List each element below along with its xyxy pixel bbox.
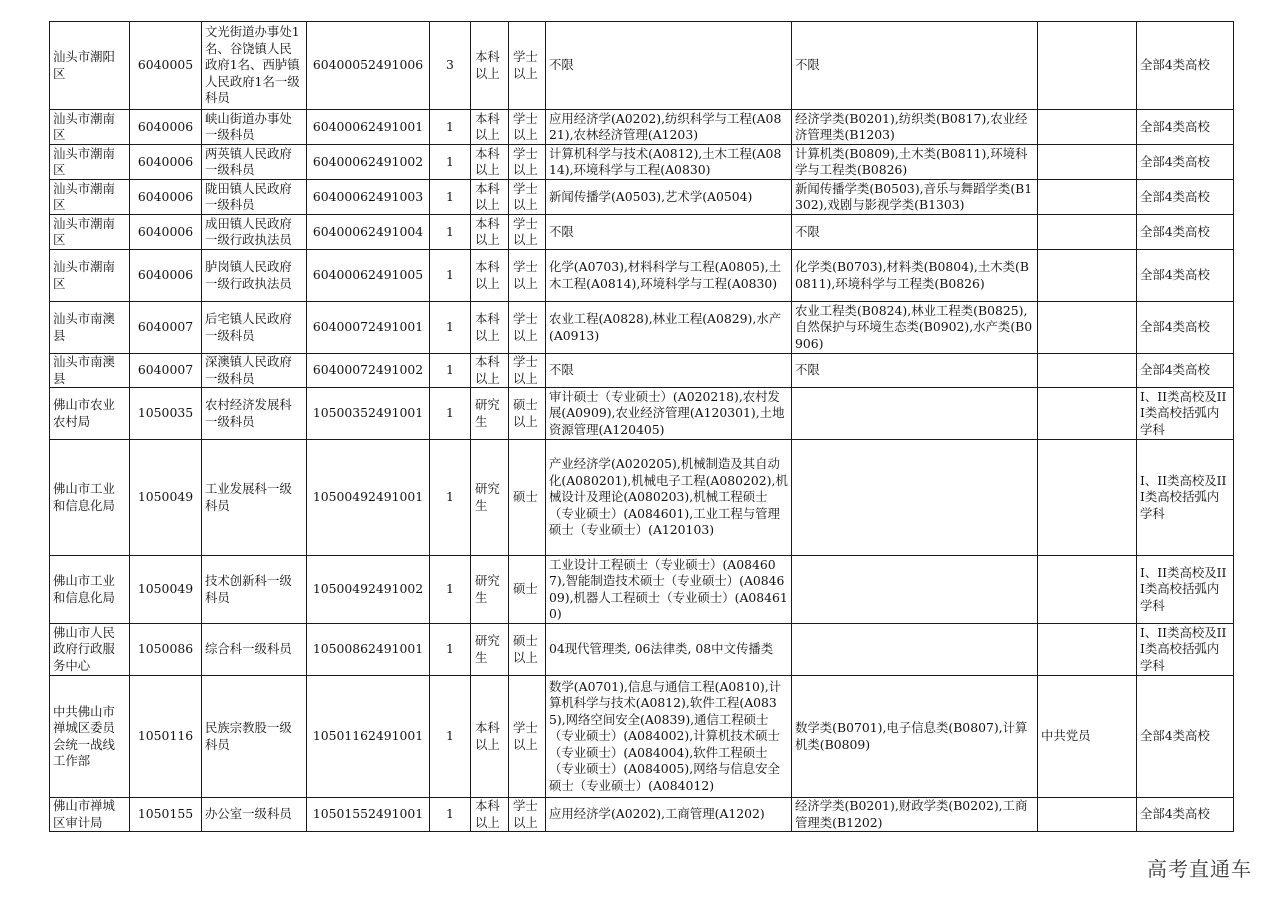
count-cell: 1 — [430, 302, 471, 354]
position-cell: 成田镇人民政府一级行政执法员 — [202, 215, 307, 250]
table-row — [50, 22, 1234, 110]
table-row — [50, 556, 1234, 624]
code-cell: 1050035 — [130, 388, 202, 440]
other-requirement-cell — [1038, 250, 1137, 302]
undergrad-major-cell: 应用经济学(A0202),工商管理(A1202) — [546, 798, 792, 832]
table-row — [50, 145, 1234, 180]
area-cell: 汕头市潮南区 — [50, 180, 130, 215]
education-cell: 本科以上 — [471, 215, 509, 250]
code-cell: 1050086 — [130, 624, 202, 676]
area-cell: 佛山市工业和信息化局 — [50, 440, 130, 556]
count-cell: 1 — [430, 388, 471, 440]
school-category-cell: 全部4类高校 — [1137, 22, 1234, 110]
school-category-cell: I、II类高校及III类高校括弧内学科 — [1137, 440, 1234, 556]
count-cell: 1 — [430, 624, 471, 676]
count-cell: 1 — [430, 354, 471, 388]
other-requirement-cell — [1038, 388, 1137, 440]
education-cell: 研究生 — [471, 440, 509, 556]
area-cell: 汕头市潮阳区 — [50, 22, 130, 110]
education-cell: 本科以上 — [471, 798, 509, 832]
code-cell: 6040006 — [130, 215, 202, 250]
undergrad-major-cell: 农业工程(A0828),林业工程(A0829),水产(A0913) — [546, 302, 792, 354]
school-category-cell: 全部4类高校 — [1137, 145, 1234, 180]
position-cell: 两英镇人民政府一级科员 — [202, 145, 307, 180]
position-code-cell: 60400072491001 — [307, 302, 430, 354]
count-cell: 1 — [430, 440, 471, 556]
grad-major-cell: 农业工程类(B0824),林业工程类(B0825),自然保护与环境生态类(B0902),水产类(B0906) — [792, 302, 1038, 354]
area-cell: 佛山市农业农村局 — [50, 388, 130, 440]
undergrad-major-cell: 化学(A0703),材料科学与工程(A0805),土木工程(A0814),环境科学与工程(A0830) — [546, 250, 792, 302]
undergrad-major-cell: 审计硕士（专业硕士）(A020218),农村发展(A0909),农业经济管理(A120301),土地资源管理(A120405) — [546, 388, 792, 440]
position-code-cell: 10501162491001 — [307, 676, 430, 798]
education-cell: 研究生 — [471, 388, 509, 440]
code-cell: 1050049 — [130, 556, 202, 624]
school-category-cell: 全部4类高校 — [1137, 215, 1234, 250]
position-cell: 胪岗镇人民政府一级行政执法员 — [202, 250, 307, 302]
degree-cell: 硕士 — [509, 440, 546, 556]
education-cell: 研究生 — [471, 624, 509, 676]
table-row — [50, 302, 1234, 354]
code-cell: 6040005 — [130, 22, 202, 110]
table-row — [50, 624, 1234, 676]
grad-major-cell: 不限 — [792, 354, 1038, 388]
table-row — [50, 388, 1234, 440]
table-body — [50, 22, 1234, 832]
education-cell: 本科以上 — [471, 676, 509, 798]
table-row — [50, 676, 1234, 798]
other-requirement-cell — [1038, 302, 1137, 354]
position-cell: 技术创新科一级科员 — [202, 556, 307, 624]
undergrad-major-cell: 04现代管理类, 06法律类, 08中文传播类 — [546, 624, 792, 676]
position-code-cell: 60400052491006 — [307, 22, 430, 110]
position-code-cell: 60400062491004 — [307, 215, 430, 250]
school-category-cell: I、II类高校及III类高校括弧内学科 — [1137, 556, 1234, 624]
other-requirement-cell: 中共党员 — [1038, 676, 1137, 798]
undergrad-major-cell: 不限 — [546, 215, 792, 250]
code-cell: 6040006 — [130, 145, 202, 180]
undergrad-major-cell: 工业设计工程硕士（专业硕士）(A084607),智能制造技术硕士（专业硕士）(A084609),机器人工程硕士（专业硕士）(A084610) — [546, 556, 792, 624]
position-cell: 工业发展科一级科员 — [202, 440, 307, 556]
undergrad-major-cell: 应用经济学(A0202),纺织科学与工程(A0821),农林经济管理(A1203) — [546, 110, 792, 145]
school-category-cell: 全部4类高校 — [1137, 250, 1234, 302]
positions-table — [49, 21, 1234, 832]
education-cell: 本科以上 — [471, 354, 509, 388]
area-cell: 佛山市人民政府行政服务中心 — [50, 624, 130, 676]
count-cell: 1 — [430, 250, 471, 302]
education-cell: 本科以上 — [471, 302, 509, 354]
other-requirement-cell — [1038, 624, 1137, 676]
undergrad-major-cell: 不限 — [546, 22, 792, 110]
grad-major-cell — [792, 440, 1038, 556]
school-category-cell: 全部4类高校 — [1137, 798, 1234, 832]
area-cell: 佛山市禅城区审计局 — [50, 798, 130, 832]
school-category-cell: I、II类高校及III类高校括弧内学科 — [1137, 624, 1234, 676]
education-cell: 本科以上 — [471, 180, 509, 215]
position-code-cell: 60400062491005 — [307, 250, 430, 302]
other-requirement-cell — [1038, 354, 1137, 388]
grad-major-cell: 经济学类(B0201),纺织类(B0817),农业经济管理类(B1203) — [792, 110, 1038, 145]
position-code-cell: 10500492491001 — [307, 440, 430, 556]
table-row — [50, 798, 1234, 832]
degree-cell: 学士以上 — [509, 250, 546, 302]
other-requirement-cell — [1038, 22, 1137, 110]
other-requirement-cell — [1038, 110, 1137, 145]
position-code-cell: 10500352491001 — [307, 388, 430, 440]
school-category-cell: 全部4类高校 — [1137, 180, 1234, 215]
table-row — [50, 440, 1234, 556]
degree-cell: 硕士以上 — [509, 624, 546, 676]
degree-cell: 学士以上 — [509, 798, 546, 832]
area-cell: 汕头市南澳县 — [50, 354, 130, 388]
education-cell: 本科以上 — [471, 110, 509, 145]
table-row — [50, 110, 1234, 145]
education-cell: 本科以上 — [471, 22, 509, 110]
code-cell: 6040006 — [130, 180, 202, 215]
table-row — [50, 215, 1234, 250]
school-category-cell: I、II类高校及III类高校括弧内学科 — [1137, 388, 1234, 440]
grad-major-cell: 化学类(B0703),材料类(B0804),土木类(B0811),环境科学与工程类(B0826) — [792, 250, 1038, 302]
degree-cell: 学士以上 — [509, 215, 546, 250]
degree-cell: 学士以上 — [509, 22, 546, 110]
grad-major-cell: 计算机类(B0809),土木类(B0811),环境科学与工程类(B0826) — [792, 145, 1038, 180]
other-requirement-cell — [1038, 215, 1137, 250]
other-requirement-cell — [1038, 145, 1137, 180]
code-cell: 6040006 — [130, 110, 202, 145]
count-cell: 1 — [430, 145, 471, 180]
code-cell: 1050049 — [130, 440, 202, 556]
grad-major-cell: 经济学类(B0201),财政学类(B0202),工商管理类(B1202) — [792, 798, 1038, 832]
education-cell: 本科以上 — [471, 145, 509, 180]
school-category-cell: 全部4类高校 — [1137, 110, 1234, 145]
area-cell: 汕头市潮南区 — [50, 145, 130, 180]
grad-major-cell: 不限 — [792, 22, 1038, 110]
count-cell: 1 — [430, 110, 471, 145]
grad-major-cell — [792, 556, 1038, 624]
position-code-cell: 10500862491001 — [307, 624, 430, 676]
grad-major-cell — [792, 388, 1038, 440]
count-cell: 1 — [430, 676, 471, 798]
grad-major-cell: 不限 — [792, 215, 1038, 250]
count-cell: 1 — [430, 798, 471, 832]
count-cell: 3 — [430, 22, 471, 110]
education-cell: 本科以上 — [471, 250, 509, 302]
count-cell: 1 — [430, 556, 471, 624]
other-requirement-cell — [1038, 180, 1137, 215]
code-cell: 1050116 — [130, 676, 202, 798]
education-cell: 研究生 — [471, 556, 509, 624]
degree-cell: 学士以上 — [509, 180, 546, 215]
position-code-cell: 10501552491001 — [307, 798, 430, 832]
degree-cell: 学士以上 — [509, 302, 546, 354]
other-requirement-cell — [1038, 798, 1137, 832]
degree-cell: 学士以上 — [509, 110, 546, 145]
area-cell: 汕头市潮南区 — [50, 250, 130, 302]
degree-cell: 学士以上 — [509, 676, 546, 798]
position-cell: 办公室一级科员 — [202, 798, 307, 832]
school-category-cell: 全部4类高校 — [1137, 676, 1234, 798]
grad-major-cell: 数学类(B0701),电子信息类(B0807),计算机类(B0809) — [792, 676, 1038, 798]
grad-major-cell: 新闻传播学类(B0503),音乐与舞蹈学类(B1302),戏剧与影视学类(B1303) — [792, 180, 1038, 215]
degree-cell: 学士以上 — [509, 145, 546, 180]
position-cell: 峡山街道办事处一级科员 — [202, 110, 307, 145]
degree-cell: 硕士以上 — [509, 388, 546, 440]
undergrad-major-cell: 产业经济学(A020205),机械制造及其自动化(A080201),机械电子工程(A080202),机械设计及理论(A080203),机械工程硕士（专业硕士）(A084601),工业工程与管理硕士（专业硕士）(A120103) — [546, 440, 792, 556]
position-cell: 民族宗教股一级科员 — [202, 676, 307, 798]
area-cell: 汕头市潮南区 — [50, 215, 130, 250]
other-requirement-cell — [1038, 556, 1137, 624]
code-cell: 6040006 — [130, 250, 202, 302]
table-row — [50, 180, 1234, 215]
position-cell: 深澳镇人民政府一级科员 — [202, 354, 307, 388]
code-cell: 6040007 — [130, 354, 202, 388]
school-category-cell: 全部4类高校 — [1137, 302, 1234, 354]
undergrad-major-cell: 数学(A0701),信息与通信工程(A0810),计算机科学与技术(A0812),软件工程(A0835),网络空间安全(A0839),通信工程硕士（专业硕士）(A084002),计算机技术硕士（专业硕士）(A084004),软件工程硕士（专业硕士）(A084005),网络与信息安全硕士（专业硕士）(A084012) — [546, 676, 792, 798]
position-cell: 后宅镇人民政府一级科员 — [202, 302, 307, 354]
table-row — [50, 354, 1234, 388]
undergrad-major-cell: 计算机科学与技术(A0812),土木工程(A0814),环境科学与工程(A0830) — [546, 145, 792, 180]
watermark: 高考直通车 — [1147, 857, 1252, 881]
position-code-cell: 60400072491002 — [307, 354, 430, 388]
position-cell: 陇田镇人民政府一级科员 — [202, 180, 307, 215]
grad-major-cell — [792, 624, 1038, 676]
position-code-cell: 60400062491001 — [307, 110, 430, 145]
code-cell: 6040007 — [130, 302, 202, 354]
area-cell: 汕头市潮南区 — [50, 110, 130, 145]
undergrad-major-cell: 新闻传播学(A0503),艺术学(A0504) — [546, 180, 792, 215]
position-cell: 文光街道办事处1名、谷饶镇人民政府1名、西胪镇人民政府1名一级科员 — [202, 22, 307, 110]
area-cell: 中共佛山市禅城区委员会统一战线工作部 — [50, 676, 130, 798]
degree-cell: 硕士 — [509, 556, 546, 624]
table-row — [50, 250, 1234, 302]
position-code-cell: 60400062491002 — [307, 145, 430, 180]
count-cell: 1 — [430, 180, 471, 215]
undergrad-major-cell: 不限 — [546, 354, 792, 388]
position-code-cell: 60400062491003 — [307, 180, 430, 215]
position-cell: 农村经济发展科一级科员 — [202, 388, 307, 440]
position-code-cell: 10500492491002 — [307, 556, 430, 624]
area-cell: 佛山市工业和信息化局 — [50, 556, 130, 624]
other-requirement-cell — [1038, 440, 1137, 556]
school-category-cell: 全部4类高校 — [1137, 354, 1234, 388]
area-cell: 汕头市南澳县 — [50, 302, 130, 354]
code-cell: 1050155 — [130, 798, 202, 832]
position-cell: 综合科一级科员 — [202, 624, 307, 676]
count-cell: 1 — [430, 215, 471, 250]
degree-cell: 学士以上 — [509, 354, 546, 388]
